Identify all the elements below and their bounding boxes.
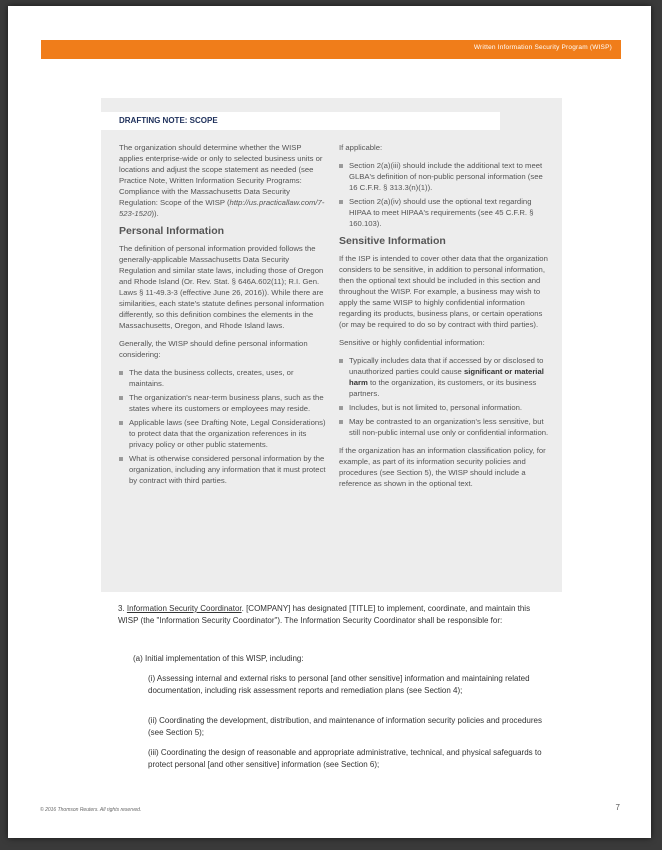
section-3-paragraph: 3. Information Security Coordinator. [COMPANY] has designated [TITLE] to implement, coordinate, and maintain this WISP (the "Information Security Coordinator"). The Information Security Coordinator shall be responsible for:: [118, 604, 531, 625]
clause-iii: [118, 747, 550, 779]
applicable-list: [339, 160, 549, 229]
clause-ii-text: (ii) Coordinating the development, distribution, and maintenance of information security policies and procedures (see Section 5);: [148, 716, 542, 737]
list-item: Typically includes data that if accessed by or disclosed to unauthorized parties could cause significant or material harm to the organization, its customers, or its business partners.: [339, 355, 549, 399]
sensitive-info-intro: Sensitive or highly confidential information:: [339, 338, 485, 347]
clause-a: [118, 653, 550, 674]
sensitive-info-paragraph: If the ISP is intended to cover other data that the organization considers to be sensitive, in addition to personal information, then the optional text should be included in this section and throughout the WISP. For example, a business may wish to apply the same WISP to highly confidential information regarding its products, business plans, or certain operations (or may be required to do so by contract with third parties).: [339, 254, 548, 329]
note-intro-link[interactable]: http://us.practicallaw.com/7-523-1520: [119, 198, 325, 218]
list-item: May be contrasted to an organization's less sensitive, but still non-public internal use only or confidential information.: [339, 416, 549, 438]
personal-info-paragraph: The definition of personal information provided follows the generally-applicable Massachusetts Data Security Regulation and similar state laws, including those of Oregon and Rhode Island (Or. Rev. Stat. § 646A.602(11); R.I. Gen. Laws § 11-49.3-3 (effective June 26, 2016)). While there are similarities, each state's statute defines personal information differently, so this definition combines the elements in the Massachusetts, Oregon, and Rhode Island laws.: [119, 244, 324, 330]
clause-i: [118, 673, 550, 705]
clause-a-text: (a) Initial implementation of this WISP, including:: [133, 654, 304, 663]
clause-iii-text: (iii) Coordinating the design of reasonable and appropriate administrative, technical, and physical safeguards to protect personal [and other sensitive] information (see Section 6);: [148, 748, 542, 769]
heading-sensitive-information: Sensitive Information: [339, 235, 446, 247]
note-left-column: [119, 142, 327, 493]
document-page: [8, 6, 651, 838]
list-item: Includes, but is not limited to, personal information.: [339, 402, 549, 413]
personal-info-list: [119, 367, 327, 486]
list-item: The data the business collects, creates, uses, or maintains.: [119, 367, 327, 389]
drafting-note-box: [101, 98, 562, 592]
heading-personal-information: Personal Information: [119, 225, 225, 237]
list-item: What is otherwise considered personal information by the organization, including any information that it must protect by contract with third parties.: [119, 453, 327, 486]
footer-copyright: © 2016 Thomson Reuters. All rights reserved.: [40, 807, 142, 813]
clause-ii: [118, 715, 550, 747]
if-applicable-label: If applicable:: [339, 143, 383, 152]
note-intro: The organization should determine whether the WISP applies enterprise-wide or only to selected business units or locations and adjust the scope statement as needed (see Practice Note, Written Information Security Programs: Compliance with the Massachusetts Data Security Regulation: Scope of the WISP (http://us.practicallaw.com/7-523-1520)).: [119, 143, 325, 218]
note-title-bar: [101, 112, 500, 130]
list-item: Applicable laws (see Drafting Note, Legal Considerations) to protect data that the organization references in its privacy policy or other public statements.: [119, 417, 327, 450]
list-item: The organization's near-term business plans, such as the states where its customers or employees may reside.: [119, 392, 327, 414]
clause-i-text: (i) Assessing internal and external risks to personal [and other sensitive] information and maintaining related documentation, including risk assessment reports and remediation plans (see Section 4);: [148, 674, 530, 695]
list-item: Section 2(a)(iii) should include the additional text to meet GLBA's definition of non-public personal information (see 16 C.F.R. § 313.3(n)(1)).: [339, 160, 549, 193]
header-title: Written Information Security Program (WISP): [473, 44, 612, 51]
section-3: [118, 603, 550, 635]
header-bar: [41, 40, 621, 59]
classification-paragraph: If the organization has an information classification policy, for example, as part of its information security policies and procedures (see Section 5), the WISP should include a reference as shown in the optional text.: [339, 446, 546, 488]
emphasis-text: significant or material harm: [349, 367, 544, 387]
section-3-title: Information Security Coordinator: [126, 604, 242, 613]
page-number: 7: [615, 803, 620, 812]
personal-info-considering: Generally, the WISP should define personal information considering:: [119, 339, 308, 359]
list-item: Section 2(a)(iv) should use the optional text regarding HIPAA to meet HIPAA's requirements (see 45 C.F.R. § 160.103).: [339, 196, 549, 229]
note-title: DRAFTING NOTE: SCOPE: [119, 116, 218, 125]
note-right-column: [339, 142, 549, 496]
sensitive-info-list: [339, 355, 549, 438]
